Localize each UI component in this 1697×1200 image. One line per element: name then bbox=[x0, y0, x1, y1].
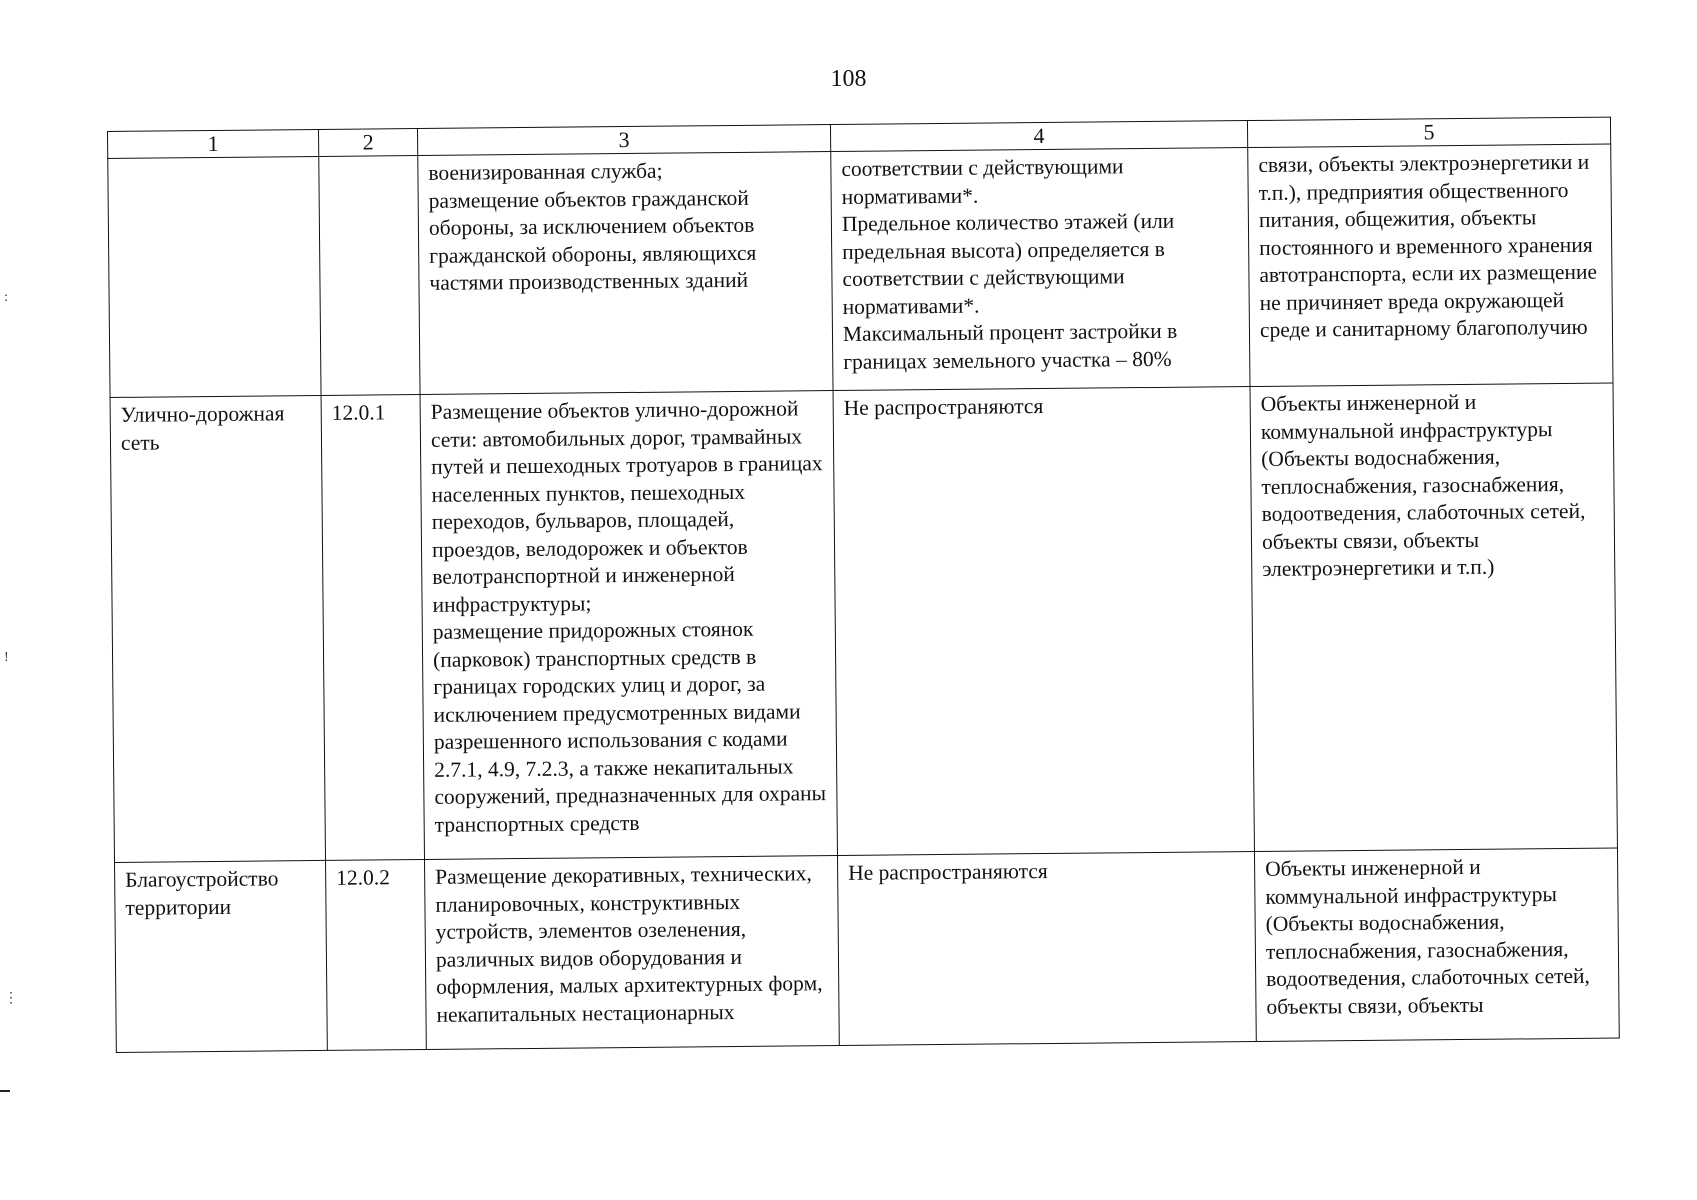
use-name-cell: Благоустройство территории bbox=[115, 860, 328, 1052]
margin-line bbox=[0, 1090, 10, 1092]
parameters-cell: Не распространяются bbox=[833, 387, 1254, 856]
use-description-cell: военизированная служба; размещение объектов гражданской обороны, за исключением объектов гражданской обороны, являющихся частями производственных зданий bbox=[418, 152, 833, 395]
use-description-cell: Размещение декоративных, технических, планировочных, конструктивных устройств, элементов озеленения, различных видов оборудования и оформления, малых архитектурных форм, некапитальных нестационарных bbox=[425, 856, 840, 1050]
margin-mark: : bbox=[4, 290, 8, 305]
use-name-cell bbox=[108, 156, 321, 397]
column-header-4: 4 bbox=[830, 121, 1247, 152]
column-header-1: 1 bbox=[108, 129, 319, 158]
column-header-5: 5 bbox=[1247, 117, 1610, 147]
use-description-cell: Размещение объектов улично-дорожной сети: автомобильных дорог, трамвайных путей и пешеходных тротуаров в границах населенных пунктов, пешеходных переходов, бульваров, площадей, проездов, велодорожек и объектов велотранспортной и инженерной инфраструктуры; размещение придорожных стоянок (парковок) транспортных средств в границах городских улиц и дорог, за исключением предусмотренных видами разрешенного использования с кодами 2.7.1, 4.9, 7.2.3, а также некапитальных сооружений, предназначенных для охраны транспортных средств bbox=[420, 391, 837, 860]
table-row bbox=[108, 144, 1613, 397]
margin-mark: ⋮ bbox=[4, 991, 18, 1006]
use-code-cell: 12.0.2 bbox=[326, 859, 427, 1050]
parameters-cell: соответствии с действующими нормативами*. Предельное количество этажей (или предельная высота) определяется в соответствии с действующими нормативами*. Максимальный процент застройки в границах земельного участка – 80% bbox=[831, 148, 1250, 391]
use-code-cell: 12.0.1 bbox=[321, 395, 424, 861]
page-number: 108 bbox=[830, 66, 867, 92]
use-code-cell bbox=[319, 156, 420, 396]
use-name-cell: Улично-дорожная сеть bbox=[110, 395, 325, 862]
auxiliary-uses-cell: Объекты инженерной и коммунальной инфраструктуры (Объекты водоснабжения, теплоснабжения, газоснабжения, водоотведения, слаботочных сетей, объекты связи, объекты электроэнергетики и т.п.) bbox=[1250, 383, 1617, 851]
margin-mark: ! bbox=[4, 650, 9, 665]
zoning-table bbox=[107, 117, 1620, 1053]
column-header-3: 3 bbox=[417, 125, 830, 156]
column-header-2: 2 bbox=[318, 129, 417, 157]
auxiliary-uses-cell: связи, объекты электроэнергетики и т.п.), предприятия общественного питания, общежития, объекты постоянного и временного хранения автотранспорта, если их размещение не причиняет вреда окружающей среде и санитарному благополучию bbox=[1248, 144, 1613, 386]
table-row bbox=[110, 383, 1617, 862]
auxiliary-uses-cell: Объекты инженерной и коммунальной инфраструктуры (Объекты водоснабжения, теплоснабжения, газоснабжения, водоотведения, слаботочных сетей, объекты связи, объекты bbox=[1254, 848, 1619, 1041]
parameters-cell: Не распространяются bbox=[837, 852, 1256, 1046]
table-row bbox=[115, 848, 1620, 1052]
